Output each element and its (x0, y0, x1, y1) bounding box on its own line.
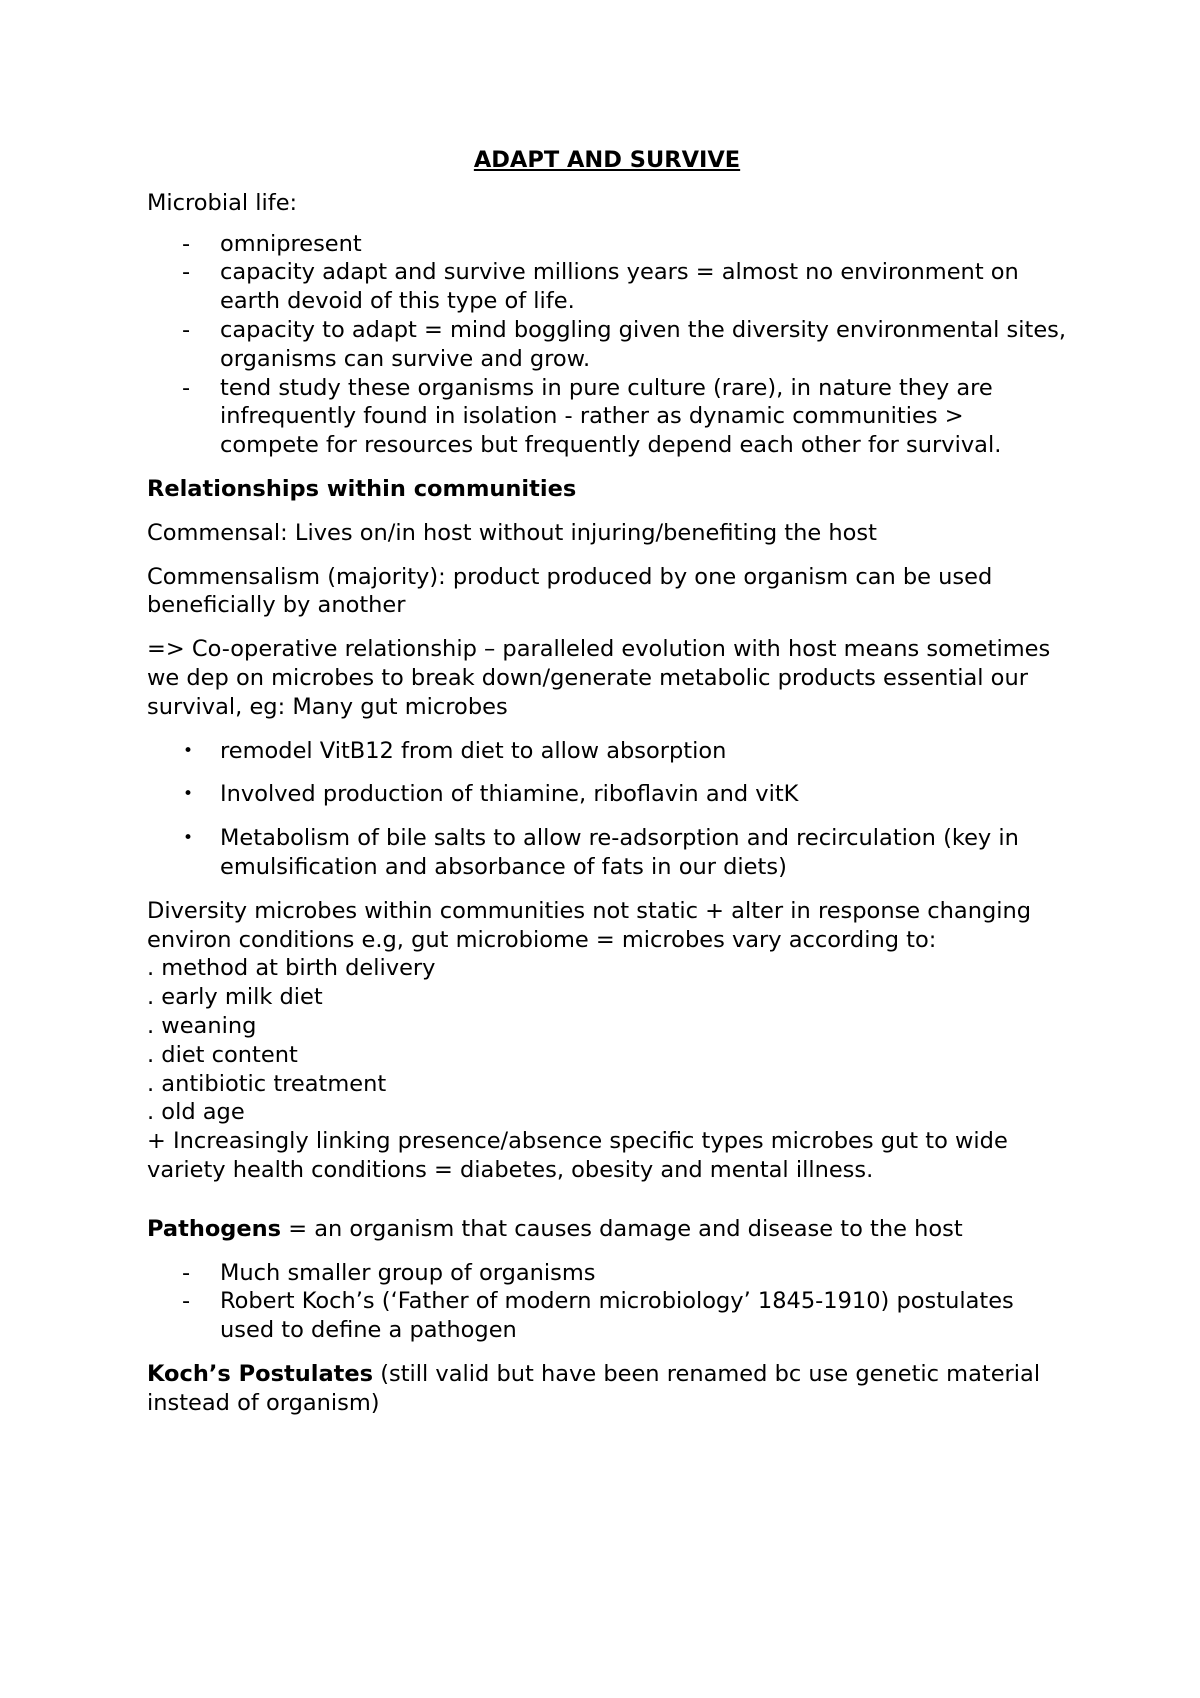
list-item: - tend study these organisms in pure culture (rare), in nature they are infrequently found in isolation - rather as dynamic communities > compete for resources but frequently depend each other for survival. (147, 374, 1067, 460)
pathogens-definition (147, 1215, 1067, 1244)
commensal-paragraph: Commensal: Lives on/in host without injuring/benefiting the host (147, 519, 877, 546)
pathogens-term: Pathogens (147, 1215, 282, 1242)
document-title: ADAPT AND SURVIVE (473, 147, 741, 173)
microbial-life-heading: Microbial life: (147, 189, 298, 216)
cooperative-paragraph: => Co-operative relationship – paralleled evolution with host means sometimes we dep on microbes to break down/generate metabolic products essential our survival, eg: Many gut microbes (147, 636, 1051, 720)
factor-line: . antibiotic treatment (147, 1070, 387, 1097)
pathogens-definition-text: = an organism that causes damage and disease to the host (281, 1215, 963, 1242)
document-body (147, 146, 1067, 1432)
diversity-intro: Diversity microbes within communities not static + alter in response changing environ conditions e.g, gut microbiome = microbes vary according to: (147, 897, 1032, 953)
factor-line: . old age (147, 1099, 245, 1126)
list-item: - capacity adapt and survive millions years = almost no environment on earth devoid of this type of life. (147, 258, 1067, 316)
gut-microbe-roles-list (147, 737, 1067, 882)
factor-line: . weaning (147, 1012, 257, 1039)
commensalism-paragraph: Commensalism (majority): product produced by one organism can be used beneficially by another (147, 563, 993, 619)
relationships-heading-text: Relationships within communities (147, 475, 577, 502)
list-item: • remodel VitB12 from diet to allow absorption (147, 737, 1067, 766)
koch-postulates-note: (still valid but have been renamed bc use genetic material instead of organism) (147, 1360, 1041, 1416)
relationships-heading (147, 475, 1067, 504)
list-item: - Much smaller group of organisms (147, 1259, 1067, 1288)
koch-postulates-paragraph (147, 1360, 1067, 1418)
koch-postulates-term: Koch’s Postulates (147, 1360, 374, 1387)
diversity-block (147, 897, 1067, 1185)
list-item: - omnipresent (147, 230, 1067, 259)
factor-line: . early milk diet (147, 984, 323, 1011)
list-item: • Involved production of thiamine, riboflavin and vitK (147, 780, 1067, 809)
microbial-life-list (147, 230, 1067, 460)
list-item: • Metabolism of bile salts to allow re-adsorption and recirculation (key in emulsification and absorbance of fats in our diets) (147, 824, 1067, 882)
pathogens-list (147, 1259, 1067, 1345)
health-linking-line: + Increasingly linking presence/absence specific types microbes gut to wide variety health conditions = diabetes, obesity and mental illness. (147, 1128, 1008, 1183)
factor-line: . diet content (147, 1041, 298, 1068)
list-item: - capacity to adapt = mind boggling given the diversity environmental sites, organisms can survive and grow. (147, 316, 1067, 374)
list-item: - Robert Koch’s (‘Father of modern microbiology’ 1845-1910) postulates used to define a pathogen (147, 1287, 1067, 1345)
factor-line: . method at birth delivery (147, 955, 436, 982)
